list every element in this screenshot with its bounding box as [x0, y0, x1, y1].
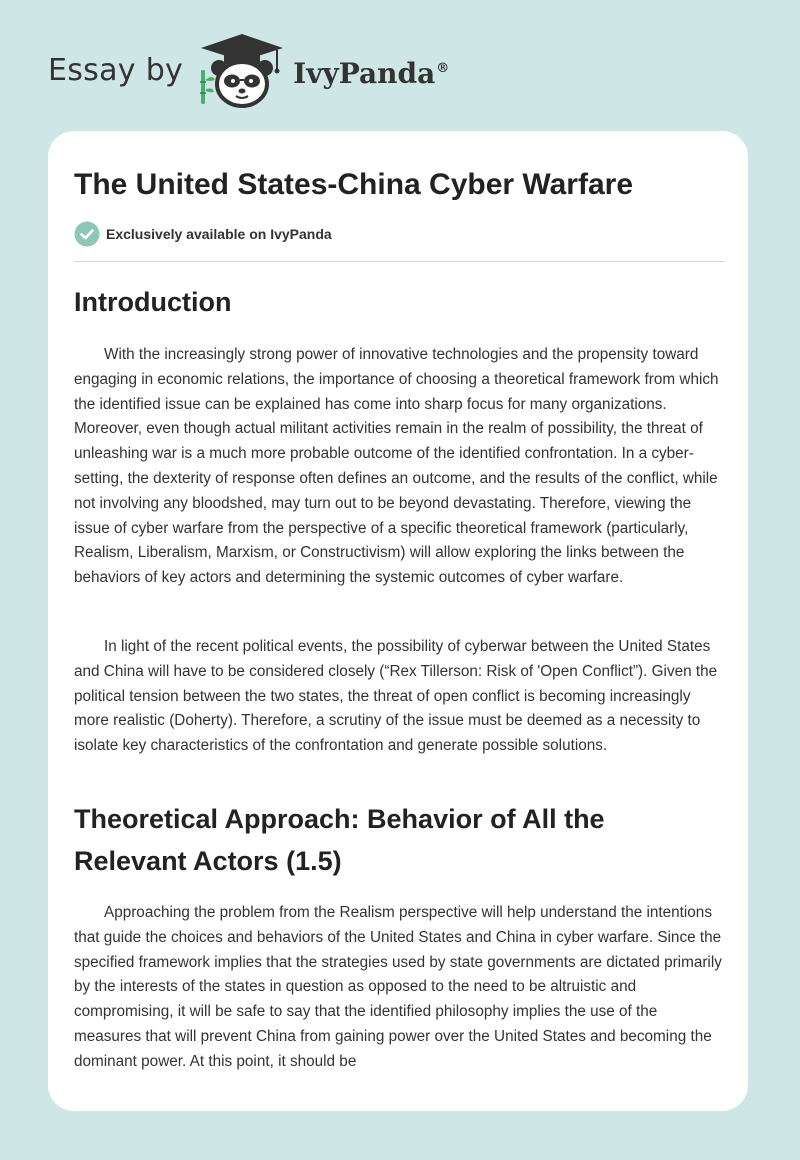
- panda-logo-icon[interactable]: [197, 30, 287, 110]
- registered-mark: ®: [436, 61, 450, 77]
- exclusive-badge-label: Exclusively available on IvyPanda: [106, 226, 332, 242]
- section-heading-theoretical-approach: Theoretical Approach: Behavior of All the Relevant Actors (1.5): [74, 804, 605, 876]
- paragraph: Approaching the problem from the Realism perspective will help understand the intentions that guide the choices and behaviors of the United States and China in cyber warfare. Since the specified framework implies that the strategies used by state governments are dictated primarily by the interests of the states in question as opposed to the need to be altruistic and compromising, it will be safe to say that the identified philosophy implies the use of the measures that will prevent China from gaining power over the United States and becoming the dominant power. At this point, it should be: [74, 904, 722, 1070]
- paragraph: With the increasingly strong power of innovative technologies and the propensity toward engaging in economic relations, the importance of choosing a theoretical framework from which the identified issue can be explained has come into sharp focus for many organizations. Moreover, even though actual militant activities remain in the realm of possibility, the threat of unleashing war is a much more probable outcome of the identified confrontation. In a cyber-setting, the dexterity of response often defines an outcome, and the results of the conflict, while not involving any bloodshed, may turn out to be beyond devastating. Therefore, viewing the issue of cyber warfare from the perspective of a specific theoretical framework (particularly, Realism, Liberalism, Marxism, or Constructivism) will allow exploring the links between the behaviors of key actors and determining the systemic outcomes of cyber warfare.: [74, 346, 719, 587]
- title-divider: [74, 261, 724, 262]
- essay-card: [48, 131, 748, 1111]
- brand-name[interactable]: IvyPanda®: [293, 56, 450, 90]
- essay-title: The United States-China Cyber Warfare: [74, 168, 633, 201]
- essay-by-label: Essay by: [48, 52, 184, 88]
- site-header: [48, 30, 449, 110]
- exclusive-badge: [74, 221, 332, 247]
- section-heading-introduction: Introduction: [74, 287, 232, 317]
- paragraph: In light of the recent political events, the possibility of cyberwar between the United States and China will have to be considered closely (“Rex Tillerson: Risk of 'Open Conflict”). Given the political tension between the two states, the threat of open conflict is becoming increasingly more realistic (Doherty). Therefore, a scrutiny of the issue must be deemed as a necessity to isolate key characteristics of the confrontation and generate possible solutions.: [74, 638, 718, 755]
- check-circle-icon: [74, 221, 100, 247]
